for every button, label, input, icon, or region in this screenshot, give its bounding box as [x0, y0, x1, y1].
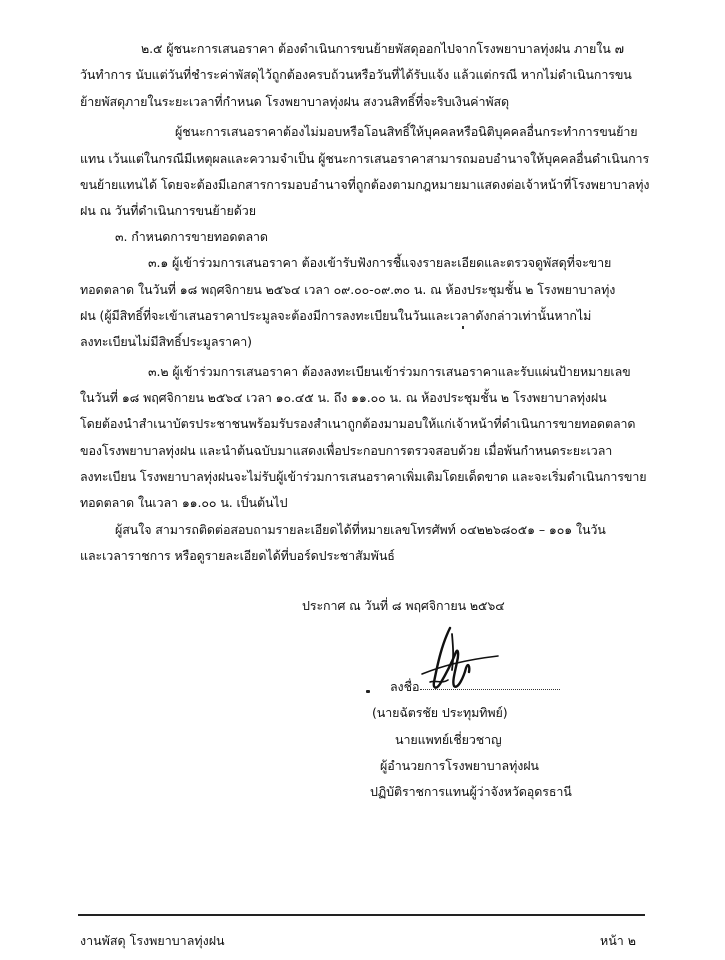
transfer-line-1: ผู้ชนะการเสนอราคาต้องไม่มอบหรือโอนสิทธิ์ให้บุคคลหรือนิติบุคคลอื่นกระทำการขนย้าย: [175, 124, 638, 139]
page-number: หน้า ๒: [600, 933, 637, 948]
p32-line-1: ๓.๒ ผู้เข้าร่วมการเสนอราคา ต้องลงทะเบียนเข้าร่วมการเสนอราคาและรับแผ่นป้ายหมายเลข: [148, 364, 631, 379]
p25-line-1: ๒.๕ ผู้ชนะการเสนอราคา ต้องดำเนินการขนย้ายพัสดุออกไปจากโรงพยาบาลทุ่งฝน ภายใน ๗: [141, 41, 624, 56]
p32-line-2: ในวันที่ ๑๘ พฤศจิกายน ๒๕๖๔ เวลา ๑๐.๔๕ น. ถึง ๑๑.๐๐ น. ณ ห้องประชุมชั้น ๒ โรงพยาบาลทุ่งฝน: [80, 390, 607, 405]
signer-name: (นายฉัตรชัย ประทุมทิพย์): [372, 705, 508, 720]
p25-line-3: ย้ายพัสดุภายในระยะเวลาที่กำหนด โรงพยาบาลทุ่งฝน สงวนสิทธิ์ที่จะริบเงินค่าพัสดุ: [80, 94, 510, 109]
signature-dot: [366, 690, 370, 693]
handwritten-signature: [412, 622, 502, 702]
p32-line-4: ของโรงพยาบาลทุ่งฝน และนำต้นฉบับมาแสดงเพื่อประกอบการตรวจสอบด้วย เมื่อพ้นกำหนดระยะเวลา: [80, 443, 613, 458]
p32-line-3: โดยต้องนำสำเนาบัตรประชาชนพร้อมรับรองสำเนาถูกต้องมามอบให้แก่เจ้าหน้าที่ดำเนินการขายทอดตลาด: [80, 416, 636, 431]
contact-line-2: และเวลาราชการ หรือดูรายละเอียดได้ที่บอร์ดประชาสัมพันธ์: [80, 548, 395, 563]
transfer-line-2: แทน เว้นแต่ในกรณีมีเหตุผลและความจำเป็น ผู้ชนะการเสนอราคาสามารถมอบอำนาจให้บุคคลอื่นดำเนินการ: [80, 151, 650, 166]
signer-position-3: ปฏิบัติราชการแทนผู้ว่าจังหวัดอุดรธานี: [370, 784, 572, 799]
p31-line-4: ลงทะเบียนไม่มีสิทธิ์ประมูลราคา): [80, 334, 252, 349]
announce-date: ประกาศ ณ วันที่ ๘ พฤศจิกายน ๒๕๖๔: [302, 598, 505, 613]
p32-line-5: ลงทะเบียน โรงพยาบาลทุ่งฝนจะไม่รับผู้เข้าร่วมการเสนอราคาเพิ่มเติมโดยเด็ดขาด และจะเริ่มดำเนินการขาย: [80, 469, 647, 484]
transfer-line-3: ขนย้ายแทนได้ โดยจะต้องมีเอกสารการมอบอำนาจที่ถูกต้องตามกฎหมายมาแสดงต่อเจ้าหน้าที่โรงพยาบาลทุ่ง: [80, 177, 650, 192]
section-3-heading: ๓. กำหนดการขายทอดตลาด: [115, 229, 268, 244]
p32-line-6: ทอดตลาด ในเวลา ๑๑.๐๐ น. เป็นต้นไป: [80, 495, 288, 510]
transfer-line-4: ฝน ณ วันที่ดำเนินการขนย้ายด้วย: [80, 203, 256, 218]
scan-speck: [462, 326, 464, 329]
p25-line-2: วันทำการ นับแต่วันที่ชำระค่าพัสดุไว้ถูกต้องครบถ้วนหรือวันที่ได้รับแจ้ง แล้วแต่กรณี หากไม่ดำเนินการขน: [80, 67, 632, 82]
footer-divider: [78, 914, 645, 916]
footer-department: งานพัสดุ โรงพยาบาลทุ่งฝน: [80, 933, 225, 948]
signer-position-1: นายแพทย์เชี่ยวชาญ: [395, 732, 502, 747]
contact-line-1: ผู้สนใจ สามารถติดต่อสอบถามรายละเอียดได้ที่หมายเลขโทรศัพท์ ๐๔๒๒๖๘๐๕๑ – ๑๐๑ ในวัน: [115, 522, 606, 537]
signature-dotted-line: [420, 689, 560, 690]
sign-label: ลงชื่อ: [390, 679, 420, 694]
signer-position-2: ผู้อำนวยการโรงพยาบาลทุ่งฝน: [380, 758, 539, 773]
p31-line-3: ฝน (ผู้มีสิทธิ์ที่จะเข้าเสนอราคาประมูลจะต้องมีการลงทะเบียนในวันและเวลาดังกล่าวเท่านั้นหากไม่: [80, 308, 592, 323]
p31-line-1: ๓.๑ ผู้เข้าร่วมการเสนอราคา ต้องเข้ารับฟังการชี้แจงรายละเอียดและตรวจดูพัสดุที่จะขาย: [148, 255, 612, 270]
p31-line-2: ทอดตลาด ในวันที่ ๑๘ พฤศจิกายน ๒๕๖๔ เวลา ๐๙.๐๐-๐๙.๓๐ น. ณ ห้องประชุมชั้น ๒ โรงพยาบาลทุ่ง: [80, 282, 616, 297]
